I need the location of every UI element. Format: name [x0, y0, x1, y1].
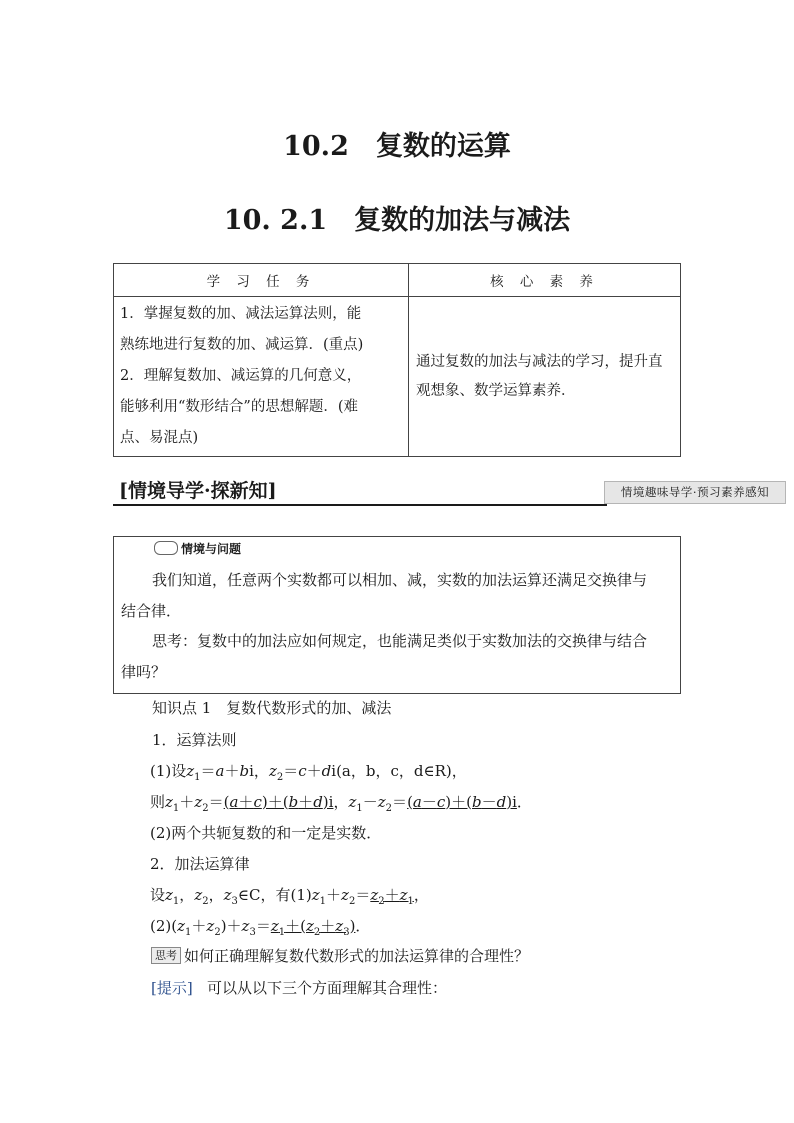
goals-table [113, 263, 681, 457]
task-line: 熟练地进行复数的加、减运算．(重点) [120, 337, 364, 353]
law-title: 2．加法运算律 [150, 855, 250, 873]
law-associative: $(2)(z_1+z_2)+z_3=z_1+(z_2+z_3)$． [150, 917, 371, 938]
context-box [113, 536, 681, 694]
lightbulb-icon [154, 541, 178, 555]
law-commutative: 设$z_1$，$z_2$，$z_3\in C$，有$(1)z_1+z_2=z_2+z_1$， [150, 886, 429, 907]
then-word: 则 [150, 793, 166, 811]
section-heading: [情境导学·探新知] [119, 480, 277, 502]
formula-result: 则$z_1+z_2=(a+c)+(b+d)i$，$z_1-z_2=(a-c)+(b-d)i$． [150, 793, 532, 814]
formula-prefix: (1)设 [150, 762, 187, 780]
question-text: 如何正确理解复数代数形式的加法运算律的合理性？ [184, 947, 530, 965]
think-badge: 思考 [151, 947, 181, 964]
core-line: 通过复数的加法与减法的学习，提升直 [416, 353, 663, 370]
section-subtitle: 10. 2.1 复数的加法与减法 [223, 205, 571, 236]
formula-suffix: (a，b，c，d∈R)， [336, 762, 467, 780]
context-line: 我们知道，任意两个实数都可以相加、减，实数的加法运算还满足交换律与 [152, 571, 648, 589]
page-title: 10.2 复数的运算 [283, 131, 511, 162]
rule-title: 1．运算法则 [152, 731, 237, 749]
context-line: 思考：复数中的加法应如何规定，也能满足类似于实数加法的交换律与结合 [152, 632, 648, 650]
table-header-tasks: 学 习 任 务 [114, 264, 409, 297]
law-prefix: 设 [150, 886, 166, 904]
task-line: 点、易混点) [120, 430, 199, 446]
core-line: 观想象、数学运算素养． [416, 382, 576, 399]
knowledge-point-title: 知识点 1 复数代数形式的加、减法 [152, 699, 392, 717]
hint-label: [提示] [151, 979, 193, 997]
task-line: 能够利用“数形结合”的思想解题．(难 [120, 399, 358, 415]
context-line: 律吗？ [121, 663, 167, 681]
task-line: 1．掌握复数的加、减法运算法则，能 [120, 306, 362, 322]
section-divider [113, 504, 607, 506]
conjugate-note: (2)两个共轭复数的和一定是实数． [150, 824, 382, 842]
context-line: 结合律． [121, 602, 182, 620]
hint-line [151, 977, 447, 998]
context-label: 情境与问题 [181, 542, 242, 556]
formula-definition: (1)设$z_1=a+bi$，$z_2=c+di(a$，b，c，d∈R)， [150, 762, 467, 783]
hint-text: 可以从以下三个方面理解其合理性： [207, 979, 448, 997]
tasks-cell [114, 297, 409, 457]
table-header-core: 核 心 素 养 [409, 264, 681, 297]
core-cell [409, 297, 681, 457]
law-set: ∈C，有(1) [237, 886, 312, 904]
think-question [151, 945, 529, 966]
section-tag: 情境趣味导学·预习素养感知 [604, 481, 786, 504]
task-line: 2．理解复数加、减运算的几何意义， [120, 368, 362, 384]
